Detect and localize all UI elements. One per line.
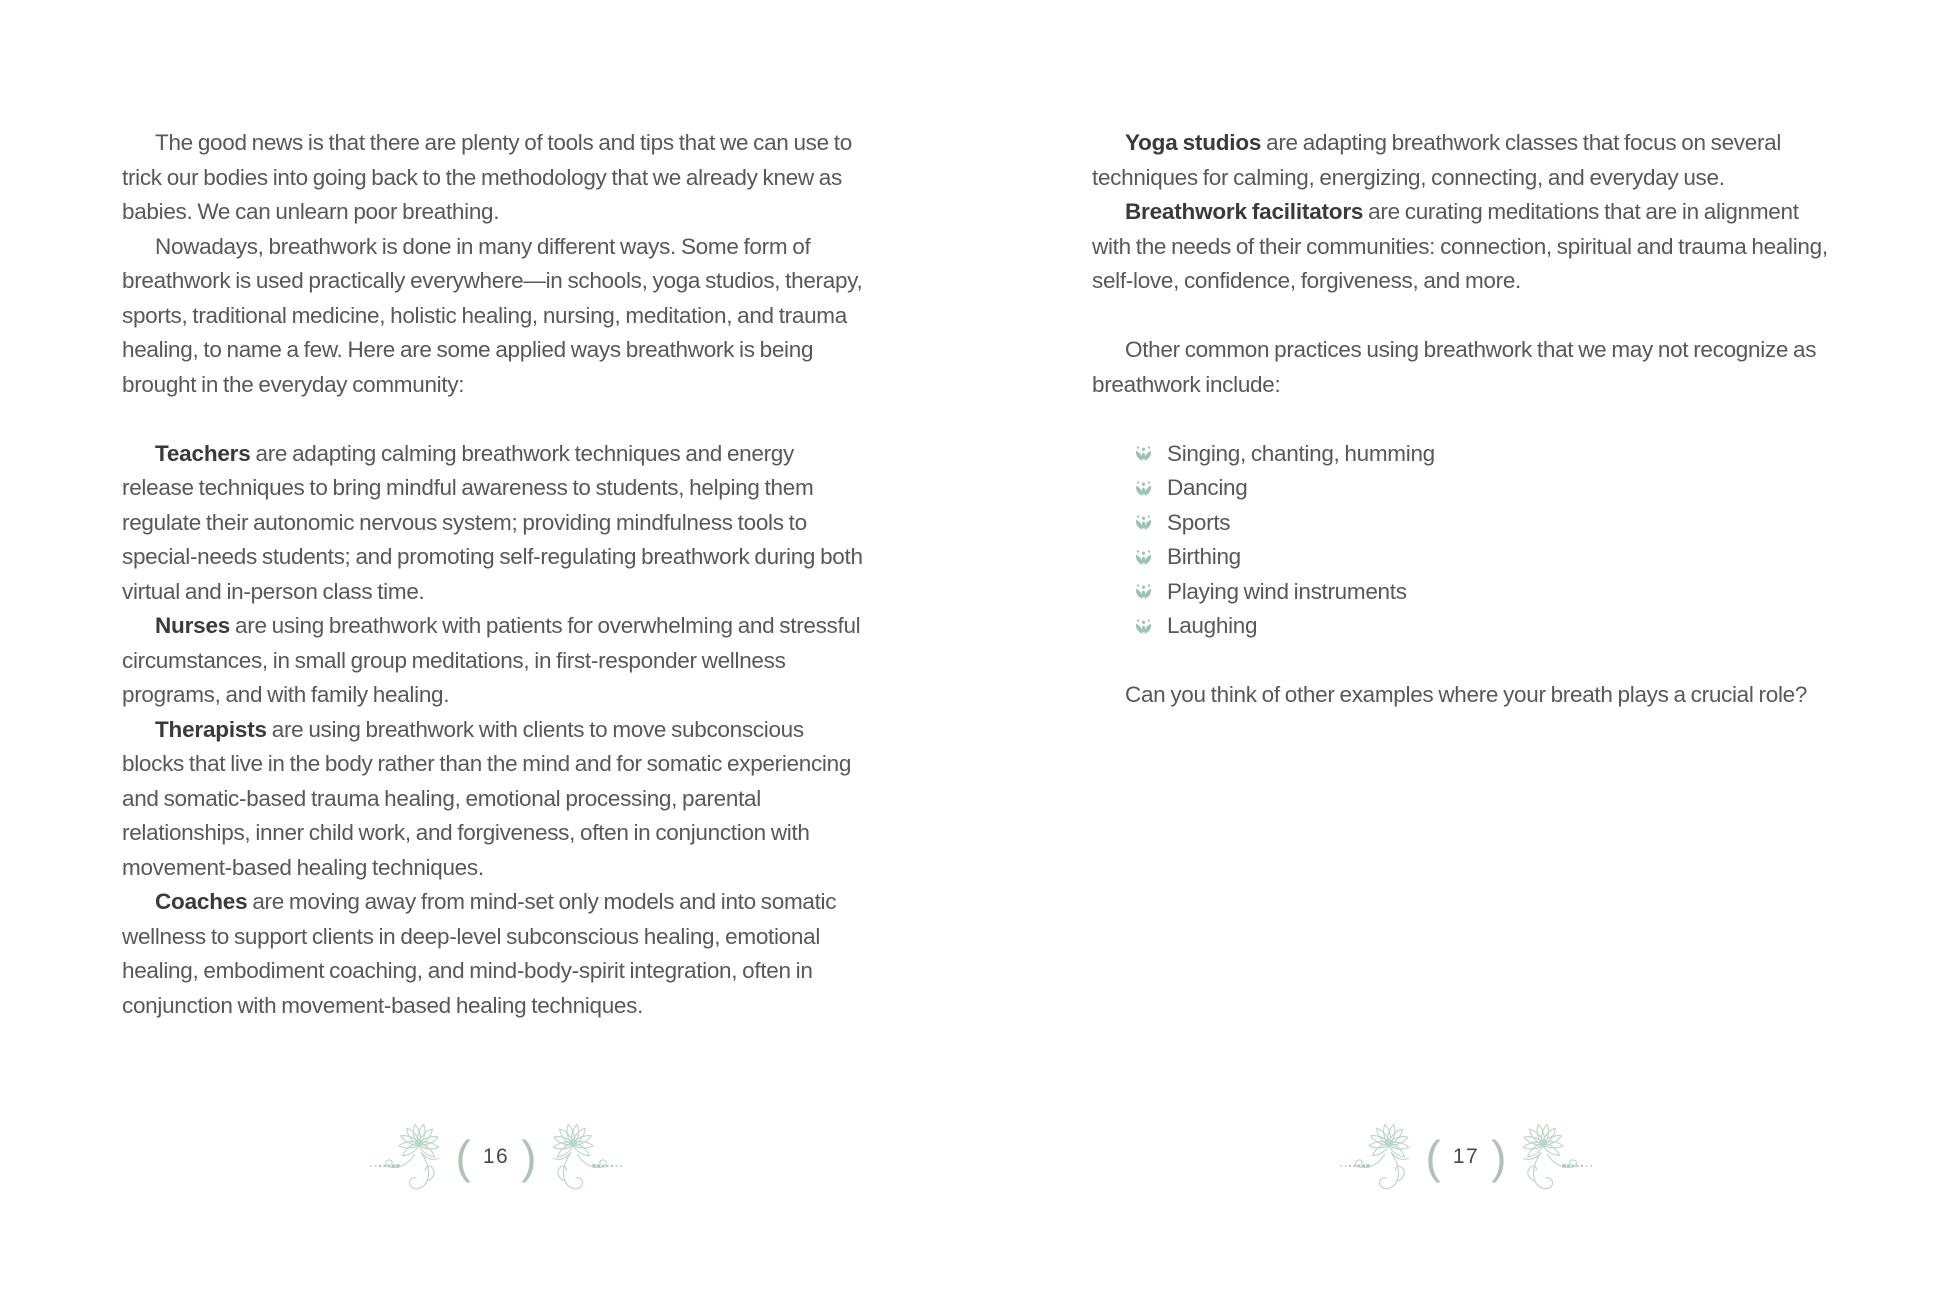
lotus-ornament-icon	[1339, 1117, 1423, 1203]
sprig-bullet-icon	[1132, 442, 1155, 465]
list-item-label: Sports	[1167, 509, 1231, 535]
lotus-ornament-icon	[539, 1117, 623, 1203]
lead-term: Nurses	[155, 613, 231, 638]
list-item-label: Birthing	[1167, 544, 1241, 569]
paragraph: Nurses are using breathwork with patients for overwhelming and stressful circumstances, in small group meditations, in first-responder wellness programs, and with family healing.	[122, 613, 861, 707]
list-item-label: Dancing	[1167, 475, 1248, 500]
lead-term: Therapists	[155, 716, 267, 742]
paragraph: Yoga studios are adapting breathwork classes that focus on several techniques for calming, energizing, connecting, and everyday use.	[1092, 130, 1782, 190]
page-number-left: 16	[482, 1145, 510, 1168]
left-page-footer	[122, 1116, 870, 1204]
paragraph: The good news is that there are plenty of tools and tips that we can use to trick our bodies into going back to the methodology that we already knew as babies. We can unlearn poor breathing.	[122, 130, 852, 224]
list-item	[1132, 506, 1840, 541]
list-item	[1132, 471, 1840, 506]
paragraph: Other common practices using breathwork that we may not recognize as breathwork include:	[1092, 337, 1817, 397]
paragraph: Nowadays, breathwork is done in many different ways. Some form of breathwork is used practically everywhere—in schools, yoga studios, therapy, sports, traditional medicine, holistic healing, nursing, meditation, and trauma healing, to name a few. Here are some applied ways breathwork is being brought in the everyday community:	[122, 233, 863, 397]
list-item	[1132, 609, 1840, 644]
sprig-bullet-icon	[1132, 580, 1155, 603]
list-item-label: Playing wind instruments	[1167, 578, 1407, 604]
sprig-bullet-icon	[1132, 615, 1155, 638]
breathwork-practices-list	[1092, 437, 1840, 644]
list-item-label: Singing, chanting, humming	[1167, 440, 1435, 466]
lotus-ornament-icon	[369, 1117, 453, 1203]
paragraph: Coaches are moving away from mind-set only models and into somatic wellness to support clients in deep-level subconscious healing, emotional healing, embodiment coaching, and mind-body-spirit integration, often in conjunction with movement-based healing techniques.	[122, 889, 837, 1018]
close-paren: )	[1491, 1131, 1507, 1183]
paragraph: Breathwork facilitators are curating meditations that are in alignment with the needs of their communities: connection, spiritual and trauma healing, self-love, confidence, forgiveness, and more.	[1092, 199, 1828, 293]
list-item	[1132, 540, 1840, 575]
list-item	[1132, 437, 1840, 472]
open-paren: (	[1425, 1131, 1441, 1183]
lead-term: Teachers	[155, 440, 251, 466]
page-number-right: 17	[1452, 1145, 1480, 1168]
lotus-ornament-icon	[1509, 1117, 1593, 1203]
left-page-text	[122, 126, 870, 1023]
lead-term: Yoga studios	[1125, 130, 1262, 155]
paragraph: Therapists are using breathwork with clients to move subconscious blocks that live in the body rather than the mind and for somatic experiencing and somatic-based trauma healing, emotional processing, parental relationships, inner child work, and forgiveness, often in conjunction with movement-based healing techniques.	[122, 716, 852, 880]
right-page-footer	[1092, 1116, 1840, 1204]
right-page-text	[1092, 126, 1840, 713]
sprig-bullet-icon	[1132, 477, 1155, 500]
lead-term: Coaches	[155, 889, 248, 914]
list-item-label: Laughing	[1167, 613, 1258, 638]
paragraph: Can you think of other examples where your breath plays a crucial role?	[1125, 682, 1808, 707]
close-paren: )	[521, 1131, 537, 1183]
sprig-bullet-icon	[1132, 511, 1155, 534]
list-item	[1132, 575, 1840, 610]
open-paren: (	[455, 1131, 471, 1183]
sprig-bullet-icon	[1132, 546, 1155, 569]
paragraph: Teachers are adapting calming breathwork techniques and energy release techniques to bring mindful awareness to students, helping them regulate their autonomic nervous system; providing mindfulness tools to special-needs students; and promoting self-regulating breathwork during both virtual and in-person class time.	[122, 440, 863, 604]
lead-term: Breathwork facilitators	[1125, 199, 1364, 224]
